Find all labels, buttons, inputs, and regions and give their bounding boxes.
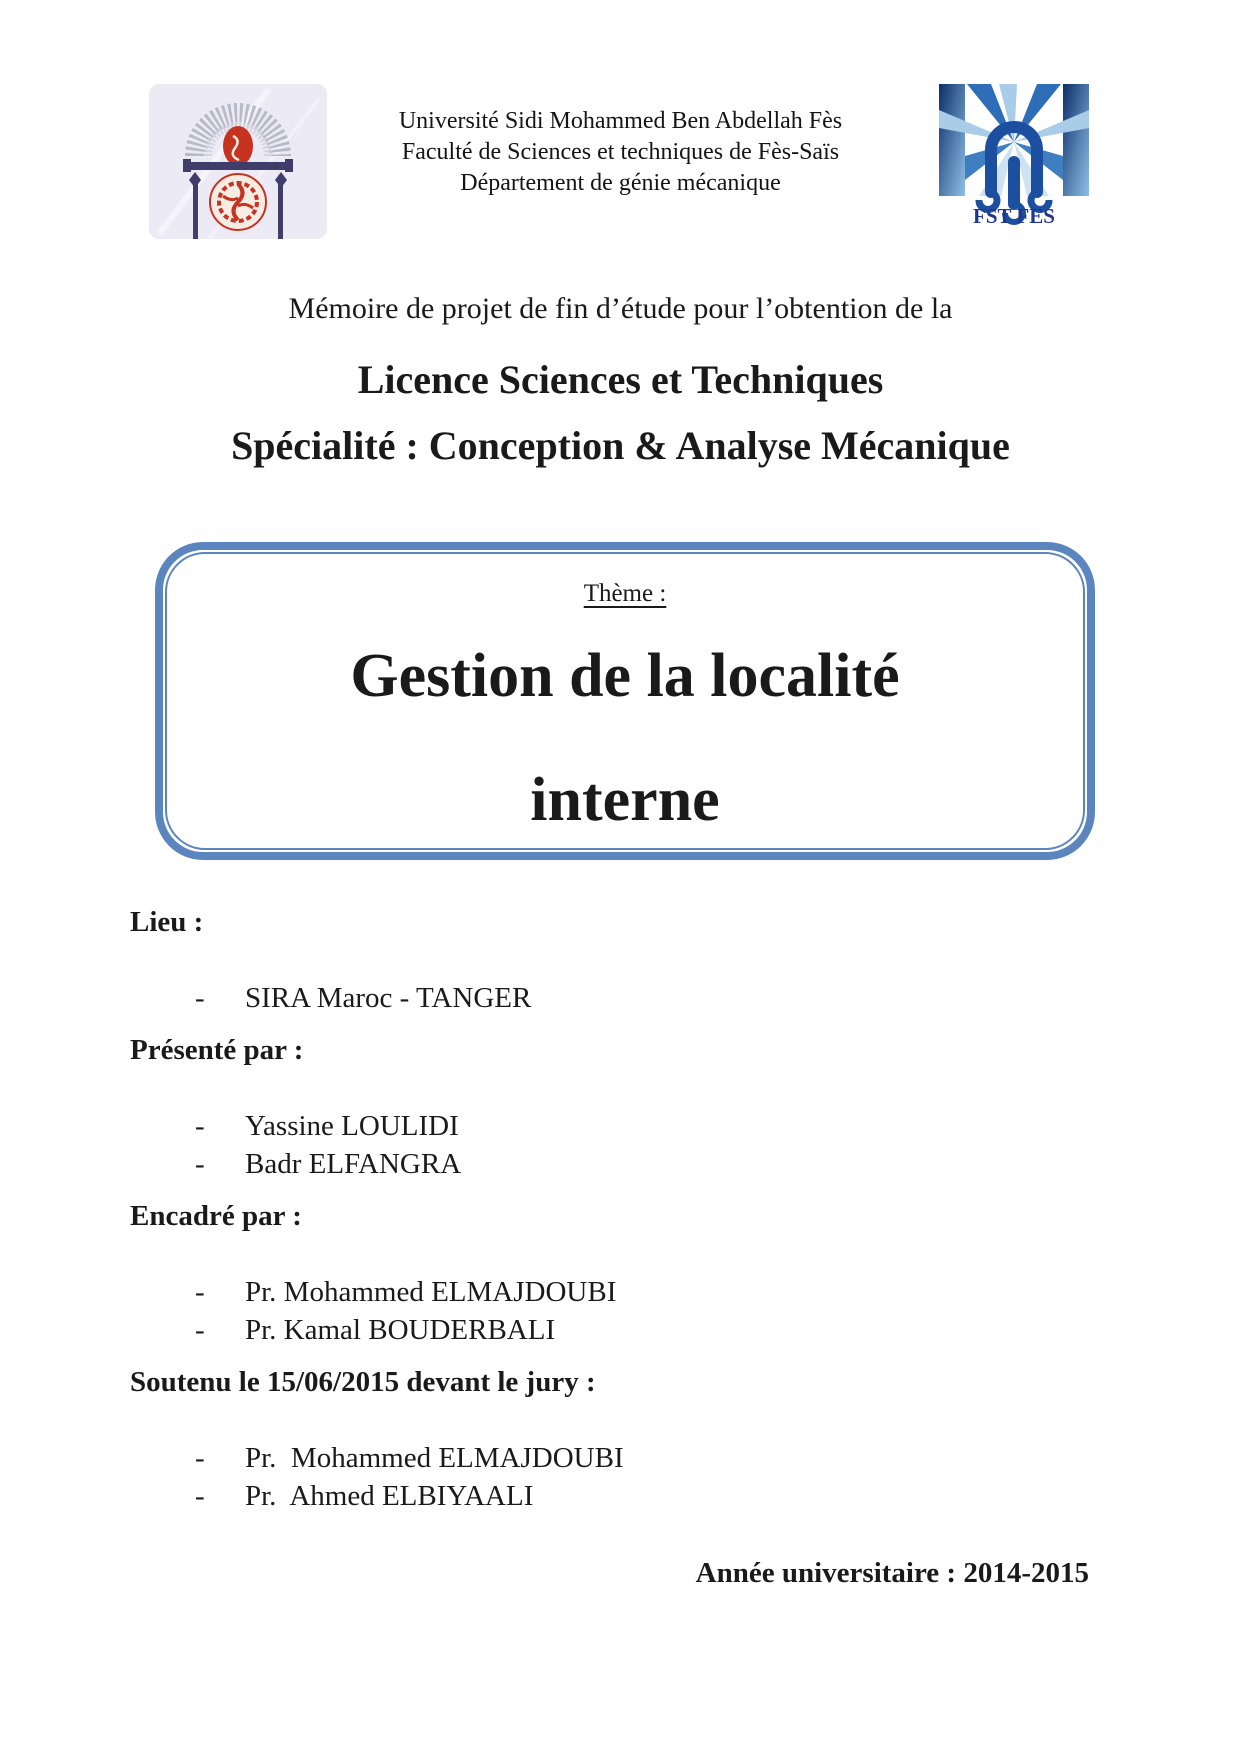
encadre-par-items xyxy=(195,1273,1103,1349)
fst-fes-logo-text: FST FES xyxy=(973,204,1055,226)
lieu-heading: Lieu : xyxy=(130,906,204,938)
list-item xyxy=(195,1107,1103,1145)
list-item xyxy=(195,1273,1103,1311)
presente-par-heading: Présenté par : xyxy=(130,1034,304,1066)
dash-bullet: - xyxy=(195,1442,205,1474)
section-presente-par xyxy=(130,1031,1103,1183)
dash-bullet: - xyxy=(195,1314,205,1346)
theme-box xyxy=(155,542,1095,860)
dash-bullet: - xyxy=(195,1276,205,1308)
dash-bullet: - xyxy=(195,1110,205,1142)
memoire-line: Mémoire de projet de fin d’étude pour l’obtention de la xyxy=(288,292,953,325)
thesis-title-line2: interne xyxy=(530,766,720,834)
specialite-line: Spécialité : Conception & Analyse Mécanique xyxy=(231,423,1010,468)
department-name: Département de génie mécanique xyxy=(460,170,781,196)
fst-fes-logo xyxy=(939,84,1089,226)
fst-fes-icon xyxy=(939,84,1089,226)
theme-box-inner-border xyxy=(165,552,1085,850)
list-item xyxy=(195,1311,1103,1349)
dash-bullet: - xyxy=(195,1480,205,1512)
list-item-text: Pr. Kamal BOUDERBALI xyxy=(245,1314,556,1346)
list-item-text: Pr. Mohammed ELMAJDOUBI xyxy=(245,1442,624,1474)
jury-heading: Soutenu le 15/06/2015 devant le jury : xyxy=(130,1366,596,1398)
list-item xyxy=(195,1477,1103,1515)
cover-details xyxy=(130,903,1103,1590)
section-jury xyxy=(130,1363,1103,1515)
list-item-text: Pr. Ahmed ELBIYAALI xyxy=(245,1480,534,1512)
list-item-text: Pr. Mohammed ELMAJDOUBI xyxy=(245,1276,617,1308)
list-item xyxy=(195,979,1103,1017)
list-item xyxy=(195,1439,1103,1477)
university-name: Université Sidi Mohammed Ben Abdellah Fès xyxy=(398,108,843,134)
academic-year: Année universitaire : 2014-2015 xyxy=(695,1557,1089,1589)
section-encadre-par xyxy=(130,1197,1103,1349)
section-lieu xyxy=(130,903,1103,1017)
thesis-title-line1: Gestion de la localité xyxy=(350,642,900,710)
presente-par-items xyxy=(195,1107,1103,1183)
list-item xyxy=(195,1145,1103,1183)
theme-label: Thème : xyxy=(583,580,667,607)
list-item-text: Badr ELFANGRA xyxy=(245,1148,462,1180)
dash-bullet: - xyxy=(195,982,205,1014)
faculty-name: Faculté de Sciences et techniques de Fès-Saïs xyxy=(401,139,840,165)
licence-line: Licence Sciences et Techniques xyxy=(357,357,884,402)
list-item-text: Yassine LOULIDI xyxy=(245,1110,459,1142)
encadre-par-heading: Encadré par : xyxy=(130,1200,302,1232)
dash-bullet: - xyxy=(195,1148,205,1180)
jury-items xyxy=(195,1439,1103,1515)
lieu-items xyxy=(195,979,1103,1017)
list-item-text: SIRA Maroc - TANGER xyxy=(245,982,532,1014)
